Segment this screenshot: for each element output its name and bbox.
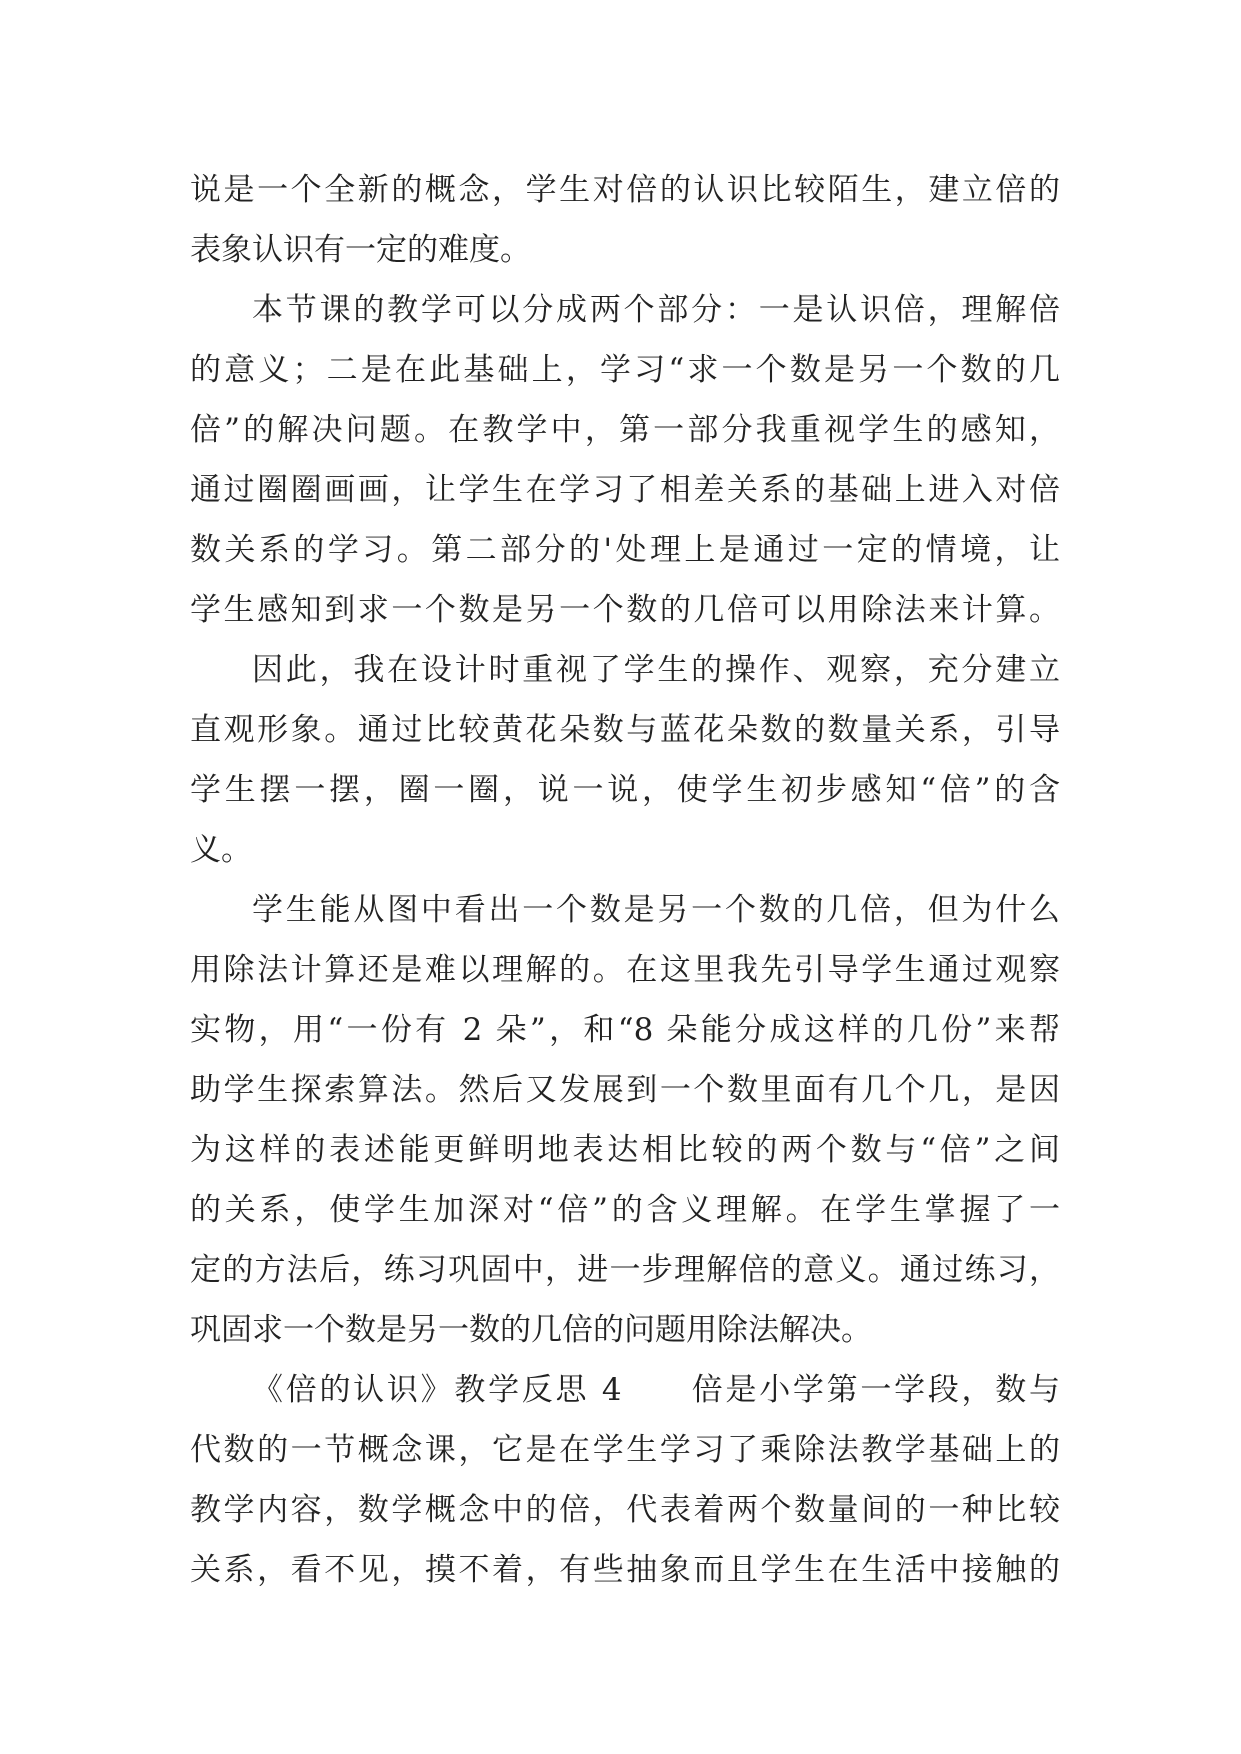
text-line: 的意义；二是在此基础上，学习“求一个数是另一个数的几 xyxy=(190,352,1060,388)
text-line: 的关系，使学生加深对“倍”的含义理解。在学生掌握了一 xyxy=(190,1192,1060,1228)
text-line: 代数的一节概念课，它是在学生学习了乘除法教学基础上的 xyxy=(190,1432,1060,1468)
body-text xyxy=(190,160,1060,1600)
text-line: 为这样的表述能更鲜明地表达相比较的两个数与“倍”之间 xyxy=(190,1132,1060,1168)
text-line: 本节课的教学可以分成两个部分：一是认识倍，理解倍 xyxy=(252,292,1060,328)
text-line: 说是一个全新的概念，学生对倍的认识比较陌生，建立倍的 xyxy=(190,172,1060,208)
text-line: 因此，我在设计时重视了学生的操作、观察，充分建立 xyxy=(252,652,1060,688)
text-line: 助学生探索算法。然后又发展到一个数里面有几个几，是因 xyxy=(190,1072,1060,1108)
text-line: 《倍的认识》教学反思 4 倍是小学第一学段，数与 xyxy=(252,1372,1060,1408)
text-line: 教学内容，数学概念中的倍，代表着两个数量间的一种比较 xyxy=(190,1492,1060,1528)
text-line: 学生摆一摆，圈一圈，说一说，使学生初步感知“倍”的含 xyxy=(190,772,1060,808)
text-line: 实物，用“一份有 2 朵”，和“8 朵能分成这样的几份”来帮 xyxy=(190,1012,1060,1048)
text-line: 用除法计算还是难以理解的。在这里我先引导学生通过观察 xyxy=(190,952,1060,988)
text-line: 学生感知到求一个数是另一个数的几倍可以用除法来计算。 xyxy=(190,592,1060,628)
text-line: 巩固求一个数是另一数的几倍的问题用除法解决。 xyxy=(190,1312,872,1348)
text-line: 倍”的解决问题。在教学中，第一部分我重视学生的感知， xyxy=(190,412,1060,448)
text-line: 定的方法后，练习巩固中，进一步理解倍的意义。通过练习， xyxy=(190,1252,1060,1288)
text-line: 义。 xyxy=(190,832,252,868)
text-line: 数关系的学习。第二部分的'处理上是通过一定的情境，让 xyxy=(190,532,1060,568)
text-line: 关系，看不见，摸不着，有些抽象而且学生在生活中接触的 xyxy=(190,1552,1060,1588)
text-line: 学生能从图中看出一个数是另一个数的几倍，但为什么 xyxy=(252,892,1060,928)
text-line: 通过圈圈画画，让学生在学习了相差关系的基础上进入对倍 xyxy=(190,472,1060,508)
text-line: 直观形象。通过比较黄花朵数与蓝花朵数的数量关系，引导 xyxy=(190,712,1060,748)
text-line: 表象认识有一定的难度。 xyxy=(190,232,531,268)
